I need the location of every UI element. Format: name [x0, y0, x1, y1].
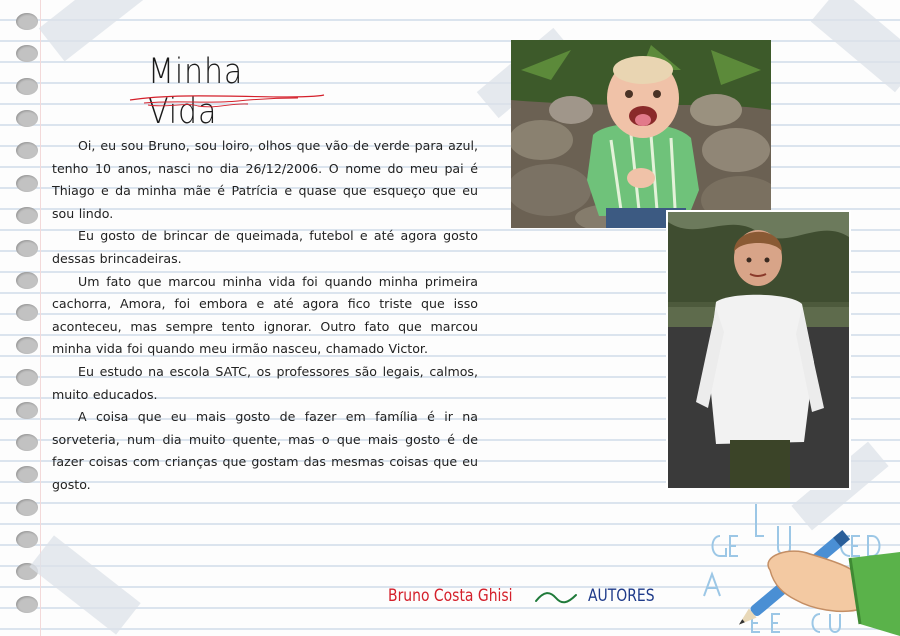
paragraph: Eu estudo na escola SATC, os professores são legais, calmos, muito educados. — [52, 363, 478, 402]
binder-hole — [16, 78, 38, 95]
author-name: Bruno Costa Ghisi — [388, 586, 513, 606]
title-underline-scribble — [128, 88, 328, 112]
binder-hole — [16, 304, 38, 321]
binder-hole — [16, 45, 38, 62]
binder-hole — [16, 240, 38, 257]
paragraph: A coisa que eu mais gosto de fazer em família é ir na sorveteria, num dia muito quente, mas o que mais gosto é de fazer coisas com crianças que gostam das mesmas coisas que eu gosto. — [52, 409, 478, 492]
footer — [388, 586, 688, 612]
binder-hole — [16, 337, 38, 354]
title-block — [128, 52, 328, 132]
binder-hole — [16, 434, 38, 451]
publisher-logo — [700, 496, 900, 636]
binder-hole — [16, 13, 38, 30]
binder-hole — [16, 175, 38, 192]
binder-hole — [16, 142, 38, 159]
page-title: Minha Vida — [148, 52, 244, 132]
paragraph: Um fato que marcou minha vida foi quando minha primeira cachorra, Amora, foi embora e até agora fico triste que isso aconteceu, mas sempre tento ignorar. Outro fato que marcou minha vida foi quando meu irmão nasceu, chamado Victor. — [52, 273, 478, 357]
tape-top-right — [811, 0, 900, 92]
binder-holes — [16, 0, 40, 636]
binder-hole — [16, 466, 38, 483]
binder-hole — [16, 596, 38, 613]
body-text — [52, 135, 478, 497]
binder-hole — [16, 110, 38, 127]
binder-hole — [16, 402, 38, 419]
binder-hole — [16, 272, 38, 289]
binder-hole — [16, 207, 38, 224]
photo-boy — [668, 212, 849, 488]
margin-line — [40, 0, 41, 636]
paragraph: Oi, eu sou Bruno, sou loiro, olhos que vão de verde para azul, tenho 10 anos, nasci no dia 26/12/2006. O nome do meu pai é Thiago e da minha mãe é Patrícia e quase que esqueço que eu sou lindo. — [52, 138, 478, 221]
paragraph: Eu gosto de brincar de queimada, futebol e até agora gosto dessas brincadeiras. — [52, 228, 478, 266]
binder-hole — [16, 369, 38, 386]
photo-baby — [511, 40, 771, 228]
binder-hole — [16, 531, 38, 548]
authors-label: AUTORES — [588, 586, 655, 606]
tape-bottom-left — [29, 535, 140, 634]
binder-hole — [16, 499, 38, 516]
squiggle-divider-icon — [534, 591, 578, 605]
